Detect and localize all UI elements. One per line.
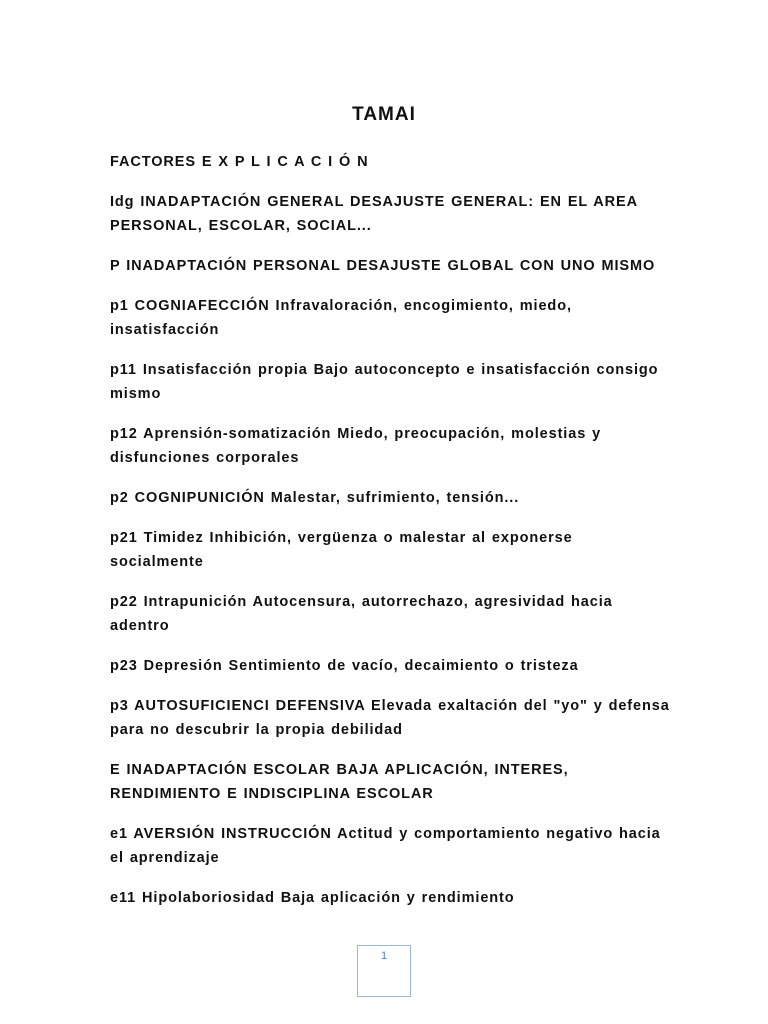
paragraph-p1: p1 COGNIAFECCIÓN Infravaloración, encogimiento, miedo, insatisfacción xyxy=(110,298,572,338)
paragraph-factores-header: FACTORES E X P L I C A C I Ó N xyxy=(110,154,369,170)
paragraph-p23: p23 Depresión Sentimiento de vacío, decaimiento o tristeza xyxy=(110,658,579,674)
page-number: 1 xyxy=(357,945,411,997)
paragraph-idg: Idg INADAPTACIÓN GENERAL DESAJUSTE GENERAL: EN EL AREA PERSONAL, ESCOLAR, SOCIAL... xyxy=(110,194,638,234)
paragraph-p: P INADAPTACIÓN PERSONAL DESAJUSTE GLOBAL CON UNO MISMO xyxy=(110,258,656,274)
paragraph-p2: p2 COGNIPUNICIÓN Malestar, sufrimiento, tensión... xyxy=(110,490,520,506)
paragraph-e11: e11 Hipolaboriosidad Baja aplicación y rendimiento xyxy=(110,890,515,906)
page-title: TAMAI xyxy=(352,104,416,125)
paragraph-p11: p11 Insatisfacción propia Bajo autoconcepto e insatisfacción consigo mismo xyxy=(110,362,659,402)
paragraph-p21: p21 Timidez Inhibición, vergüenza o malestar al exponerse socialmente xyxy=(110,530,573,570)
paragraph-e1: e1 AVERSIÓN INSTRUCCIÓN Actitud y comportamiento negativo hacia el aprendizaje xyxy=(110,826,661,866)
paragraph-p22: p22 Intrapunición Autocensura, autorrechazo, agresividad hacia adentro xyxy=(110,594,613,634)
paragraph-p12: p12 Aprensión-somatización Miedo, preocupación, molestias y disfunciones corporales xyxy=(110,426,602,466)
paragraph-e: E INADAPTACIÓN ESCOLAR BAJA APLICACIÓN, INTERES, RENDIMIENTO E INDISCIPLINA ESCOLAR xyxy=(110,762,569,802)
document-body xyxy=(110,150,670,926)
paragraph-p3: p3 AUTOSUFICIENCI DEFENSIVA Elevada exaltación del "yo" y defensa para no descubrir la propia debilidad xyxy=(110,698,670,738)
